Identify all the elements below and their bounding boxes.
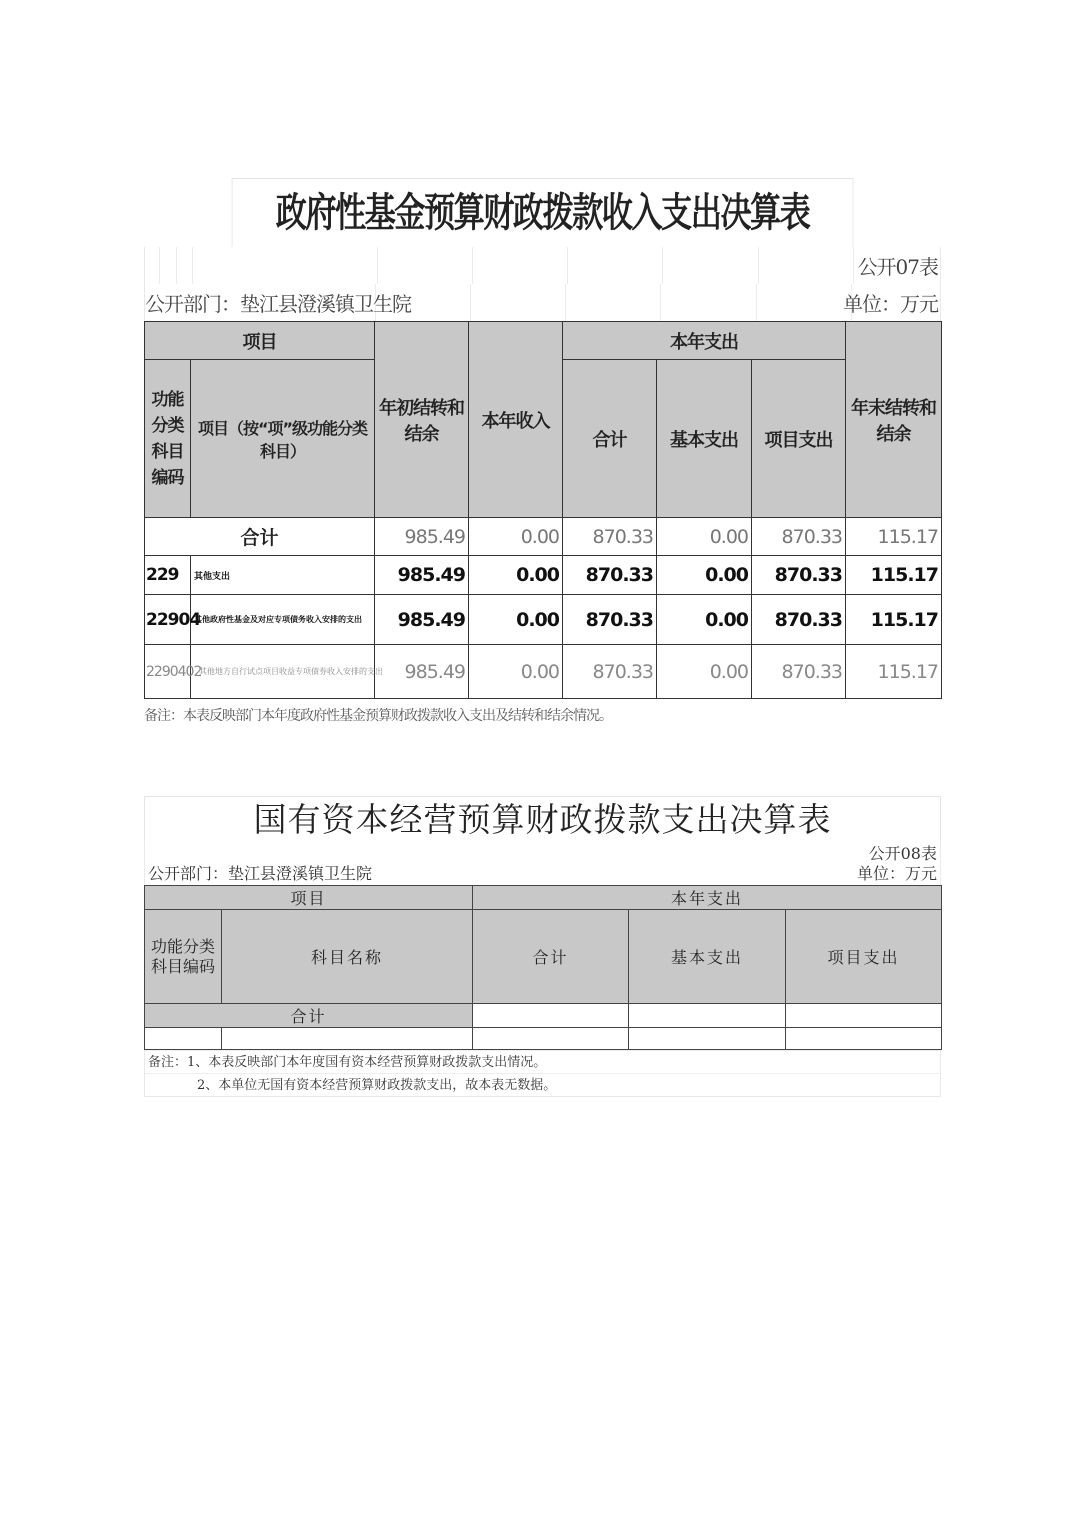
cell-begin: 985.49 xyxy=(375,556,469,595)
cell-income: 0.00 xyxy=(469,556,563,595)
header-project-expense: 项目支出 xyxy=(752,360,846,518)
cell-total: 870.33 xyxy=(563,595,657,645)
cell-income: 0.00 xyxy=(469,518,563,556)
cell-name: 其他政府性基金及对应专项债务收入安排的支出 xyxy=(191,595,375,645)
table-08-notes xyxy=(144,1050,941,1097)
table-07-title: 政府性基金预算财政拨款收入支出决算表 xyxy=(232,178,854,247)
header-expense: 本年支出 xyxy=(563,322,846,360)
cell-end: 115.17 xyxy=(846,518,942,556)
table-row xyxy=(145,556,942,595)
cell-basic: 0.00 xyxy=(657,518,752,556)
cell-project xyxy=(786,1004,942,1028)
cell-total xyxy=(473,1028,629,1050)
header-name: 项目（按“项”级功能分类科目） xyxy=(191,360,375,518)
cell-begin: 985.49 xyxy=(375,518,469,556)
note-2: 2、本单位无国有资本经营预算财政拨款支出，故本表无数据。 xyxy=(145,1073,940,1096)
header-total: 合计 xyxy=(563,360,657,518)
cell-code xyxy=(145,1028,222,1050)
table-row-total xyxy=(145,518,942,556)
header-project: 项目 xyxy=(145,322,375,360)
form-number: 公开08表 xyxy=(868,844,937,863)
cell-begin: 985.49 xyxy=(375,595,469,645)
total-label: 合计 xyxy=(145,518,375,556)
header-income: 本年收入 xyxy=(469,322,563,518)
cell-total: 870.33 xyxy=(563,556,657,595)
cell-project: 870.33 xyxy=(752,518,846,556)
header-expense: 本年支出 xyxy=(473,886,942,910)
cell-total xyxy=(473,1004,629,1028)
cell-begin: 985.49 xyxy=(375,645,469,699)
header-code: 功能分类科目编码 xyxy=(145,910,222,1004)
total-label: 合计 xyxy=(145,1004,473,1028)
cell-project xyxy=(786,1028,942,1050)
cell-total: 870.33 xyxy=(563,518,657,556)
cell-basic: 0.00 xyxy=(657,645,752,699)
unit-label: 单位：万元 xyxy=(843,292,938,316)
cell-code: 22904 xyxy=(145,595,191,645)
dept-label: 公开部门：垫江县澄溪镇卫生院 xyxy=(145,292,411,316)
table-08-meta xyxy=(144,841,941,885)
note-1: 备注：1、本表反映部门本年度国有资本经营预算财政拨款支出情况。 xyxy=(145,1050,940,1073)
cell-income: 0.00 xyxy=(469,595,563,645)
table-row xyxy=(145,1028,942,1050)
unit-label: 单位：万元 xyxy=(856,864,937,883)
header-basic: 基本支出 xyxy=(629,910,786,1004)
cell-end: 115.17 xyxy=(846,645,942,699)
table-07-section xyxy=(144,178,941,699)
cell-basic xyxy=(629,1028,786,1050)
header-end-balance: 年末结转和结余 xyxy=(846,322,942,518)
form-number: 公开07表 xyxy=(857,255,938,279)
meta-gridlines xyxy=(145,247,940,284)
cell-income: 0.00 xyxy=(469,645,563,699)
table-row xyxy=(145,645,942,699)
cell-code: 2290402 xyxy=(145,645,191,699)
table-07-grid xyxy=(144,321,942,699)
table-07-meta-2 xyxy=(144,284,941,321)
table-07-meta xyxy=(144,247,941,284)
cell-project: 870.33 xyxy=(752,645,846,699)
table-08-grid xyxy=(144,885,942,1050)
cell-basic: 0.00 xyxy=(657,556,752,595)
table-07-note: 备注：本表反映部门本年度政府性基金预算财政拨款收入支出及结转和结余情况。 xyxy=(144,708,612,724)
header-code: 功能分类科目编码 xyxy=(145,360,191,518)
header-begin-balance: 年初结转和结余 xyxy=(375,322,469,518)
cell-end: 115.17 xyxy=(846,595,942,645)
cell-name xyxy=(222,1028,473,1050)
header-basic: 基本支出 xyxy=(657,360,752,518)
cell-basic: 0.00 xyxy=(657,595,752,645)
cell-total: 870.33 xyxy=(563,645,657,699)
cell-basic xyxy=(629,1004,786,1028)
table-row xyxy=(145,595,942,645)
cell-name: 其他地方自行试点项目收益专项债券收入安排的支出 xyxy=(191,645,375,699)
cell-end: 115.17 xyxy=(846,556,942,595)
header-name: 科目名称 xyxy=(222,910,473,1004)
cell-name: 其他支出 xyxy=(191,556,375,595)
table-row-total xyxy=(145,1004,942,1028)
cell-code: 229 xyxy=(145,556,191,595)
cell-project: 870.33 xyxy=(752,595,846,645)
cell-project: 870.33 xyxy=(752,556,846,595)
header-project: 项目 xyxy=(145,886,473,910)
dept-label: 公开部门：垫江县澄溪镇卫生院 xyxy=(148,864,373,883)
header-project-expense: 项目支出 xyxy=(786,910,942,1004)
header-total: 合计 xyxy=(473,910,629,1004)
table-08-title: 国有资本经营预算财政拨款支出决算表 xyxy=(144,796,941,841)
table-08-section xyxy=(144,796,941,1097)
